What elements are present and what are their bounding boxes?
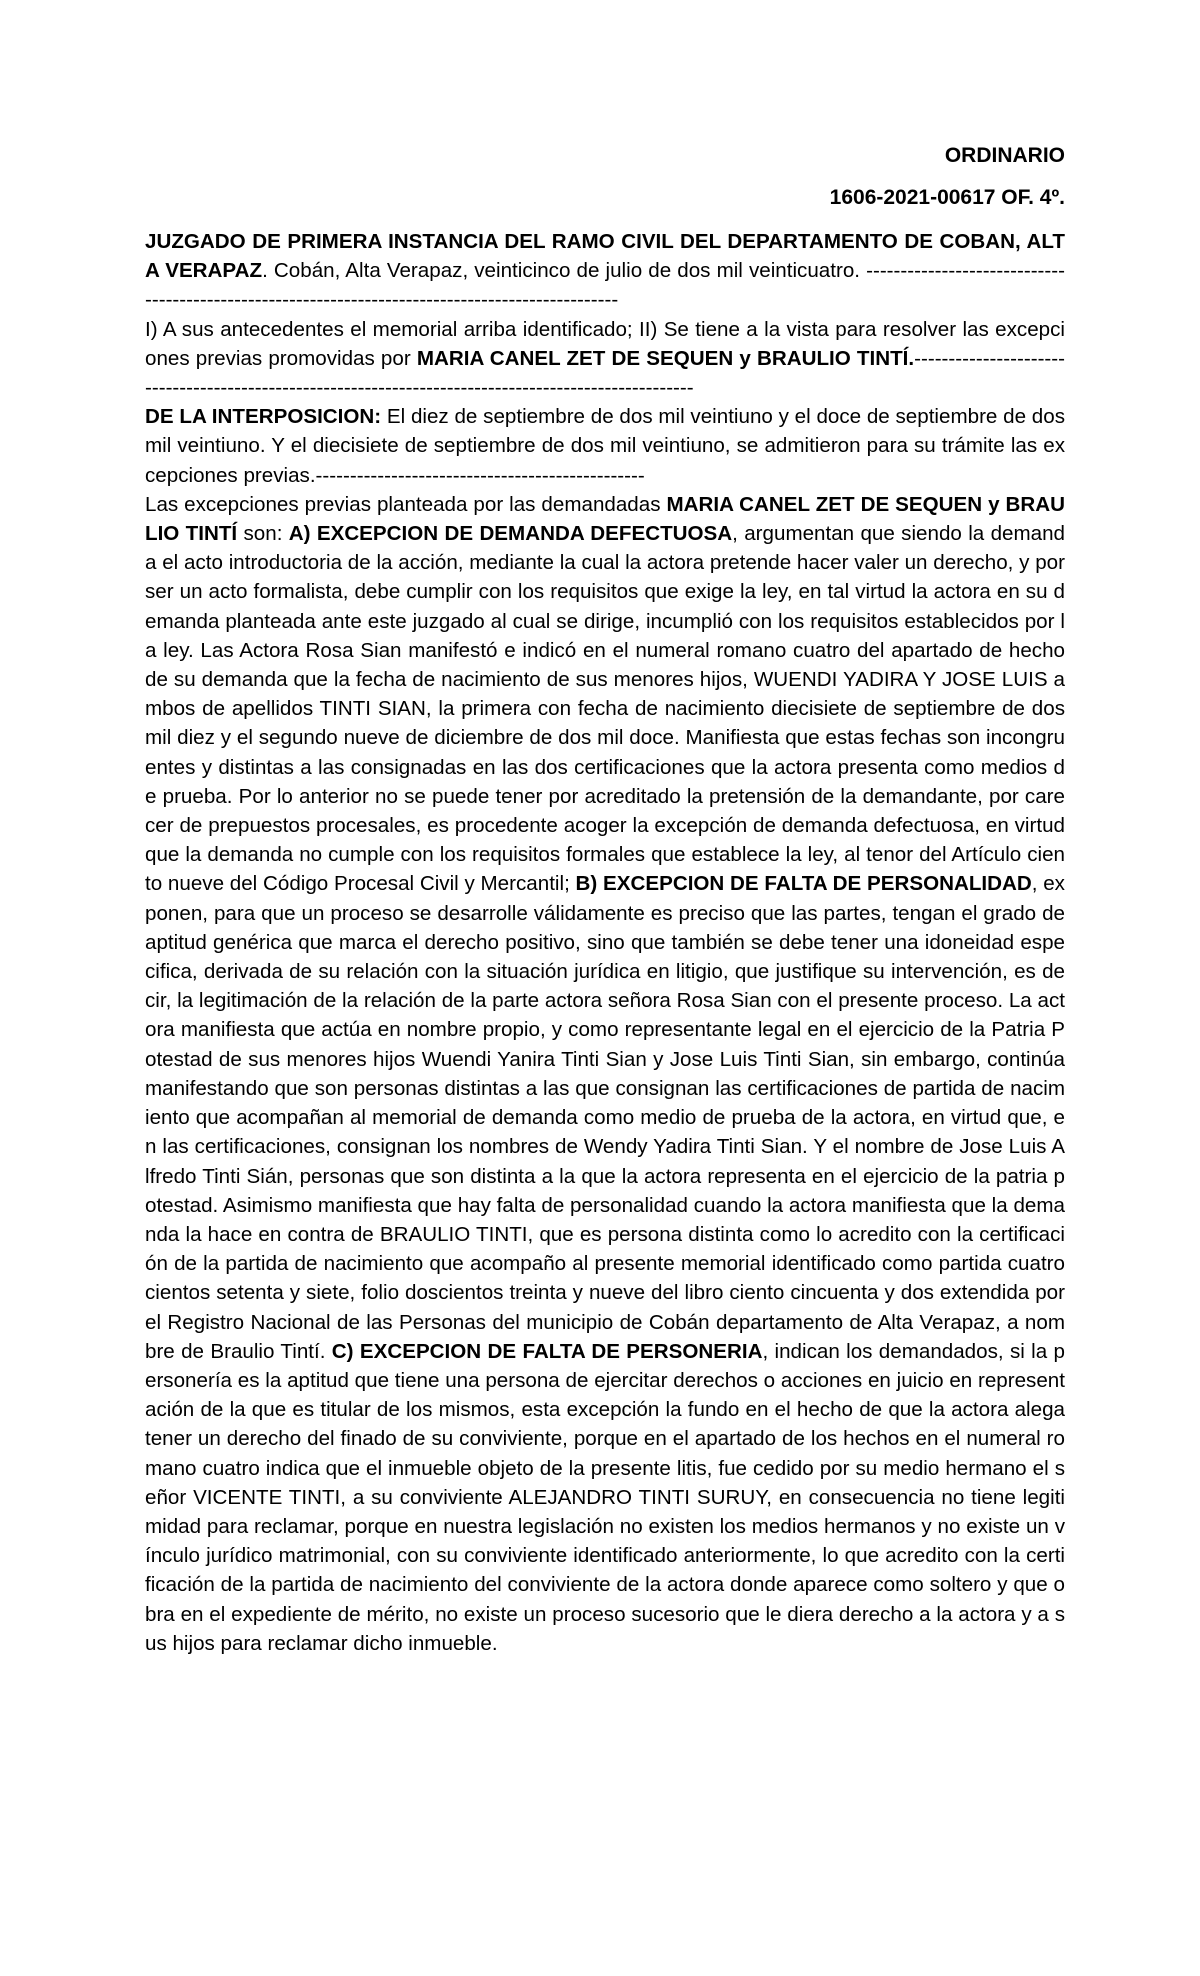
section-heading: DE LA INTERPOSICION: — [145, 405, 382, 429]
resolution-body — [145, 227, 1065, 1658]
paragraph-interposition — [145, 402, 1065, 490]
paragraph-resolution-intro — [145, 315, 1065, 403]
interposition-text: El diez de septiembre de dos mil veintiuno y el doce de septiembre de dos mil veintiuno. Y el diecisiete de septiembre de dos mil veintiuno, se admitieron para su trámite las excepciones previas.------------------------------------------------ — [145, 405, 1065, 487]
exception-c-heading: C) EXCEPCION DE FALTA DE PERSONERIA — [331, 1339, 763, 1363]
paragraph-exceptions — [145, 490, 1065, 1658]
date-line: . Cobán, Alta Verapaz, veinticinco de julio de dos mil veinticuatro. -------------------------------------------------------------------------------------------------- — [145, 259, 1065, 312]
exception-c-text: , indican los demandados, si la personería es la aptitud que tiene una persona de ejercitar derechos o acciones en juicio en representación de la que es titular de los mismos, esta excepción la fundo en el hecho de que la actora alega tener un derecho del finado de su conviviente, porque en el apartado de los hechos en el numeral romano cuatro indica que el inmueble objeto de la presente litis, fue cedido por su medio hermano el señor VICENTE TINTI, a su conviviente ALEJANDRO TINTI SURUY, en consecuencia no tiene legitimidad para reclamar, porque en nuestra legislación no existen los medios hermanos y no existe un vínculo jurídico matrimonial, con su conviviente identificado anteriormente, lo que acredito con la certificación de la partida de nacimiento del conviviente de la actora donde aparece como soltero y que obra en el expediente de mérito, no existe un proceso sucesorio que le diera derecho a la actora y a sus hijos para reclamar dicho inmueble. — [145, 1339, 1065, 1655]
exceptions-intro: Las excepciones previas planteada por las demandadas — [145, 492, 667, 516]
court-name: JUZGADO DE PRIMERA INSTANCIA DEL RAMO CIVIL DEL DEPARTAMENTO DE COBAN, ALTA VERAPAZ — [145, 230, 1065, 283]
defendant-names: MARIA CANEL ZET DE SEQUEN y BRAULIO TINTÍ. — [416, 346, 915, 370]
intro-text: I) A sus antecedentes el memorial arriba identificado; II) Se tiene a la vista para resolver las excepciones previas promovidas por — [145, 317, 1065, 370]
defendant-names: MARIA CANEL ZET DE SEQUEN y BRAULIO TINTÍ — [145, 492, 1065, 546]
exceptions-text: son: — [237, 522, 289, 546]
exception-b-text: , exponen, para que un proceso se desarrolle válidamente es preciso que las partes, tengan el grado de aptitud genérica que marca el derecho positivo, sino que también se debe tener una idoneidad especifica, derivada de su relación con la situación jurídica en litigio, que justifique su intervención, es decir, la legitimación de la relación de la parte actora señora Rosa Sian con el presente proceso. La actora manifiesta que actúa en nombre propio, y como representante legal en el ejercicio de la Patria Potestad de sus menores hijos Wuendi Yanira Tinti Sian y Jose Luis Tinti Sian, sin embargo, continúa manifestando que son personas distintas a las que consignan las certificaciones de partida de nacimiento que acompañan al memorial de demanda como medio de prueba de la actora, en virtud que, en las certificaciones, consignan los nombres de Wendy Yadira Tinti Sian. Y el nombre de Jose Luis Alfredo Tinti Sián, personas que son distinta a la que la actora representa en el ejercicio de la patria potestad. Asimismo manifiesta que hay falta de personalidad cuando la actora manifiesta que la demanda la hace en contra de BRAULIO TINTI, que es persona distinta como lo acredito con la certificación de la partida de nacimiento que acompaño al presente memorial identificado como partida cuatrocientos setenta y siete, folio doscientos treinta y nueve del libro ciento cincuenta y dos extendida por el Registro Nacional de las Personas del municipio de Cobán departamento de Alta Verapaz, a nombre de Braulio Tintí. — [145, 872, 1065, 1363]
separator-dashes: ------------------------------------------------------------------------------------------------------ — [145, 346, 1065, 400]
exception-b-heading: B) EXCEPCION DE FALTA DE PERSONALIDAD — [575, 872, 1032, 896]
exception-a-heading: A) EXCEPCION DE DEMANDA DEFECTUOSA — [288, 522, 733, 546]
exception-a-text: , argumentan que siendo la demanda el acto introductoria de la acción, mediante la cual la actora pretende hacer valer un derecho, y por ser un acto formalista, debe cumplir con los requisitos que exige la ley, en tal virtud la actora en su demanda planteada ante este juzgado al cual se dirige, incumplió con los requisitos establecidos por la ley. Las Actora Rosa Sian manifestó e indicó en el numeral romano cuatro del apartado de hecho de su demanda que la fecha de nacimiento de sus menores hijos, WUENDI YADIRA Y JOSE LUIS ambos de apellidos TINTI SIAN, la primera con fecha de nacimiento diecisiete de septiembre de dos mil diez y el segundo nueve de diciembre de dos mil doce. Manifiesta que estas fechas son incongruentes y distintas a las consignadas en las dos certificaciones que la actora presenta como medios de prueba. Por lo anterior no se puede tener por acreditado la pretensión de la demandante, por carecer de prepuestos procesales, es procedente acoger la excepción de demanda defectuosa, en virtud que la demanda no cumple con los requisitos formales que establece la ley, al tenor del Artículo ciento nueve del Código Procesal Civil y Mercantil; — [145, 522, 1066, 896]
case-type: ORDINARIO — [944, 144, 1065, 167]
case-number: 1606-2021-00617 OF. 4º. — [829, 186, 1065, 209]
paragraph-court-heading — [145, 227, 1065, 315]
